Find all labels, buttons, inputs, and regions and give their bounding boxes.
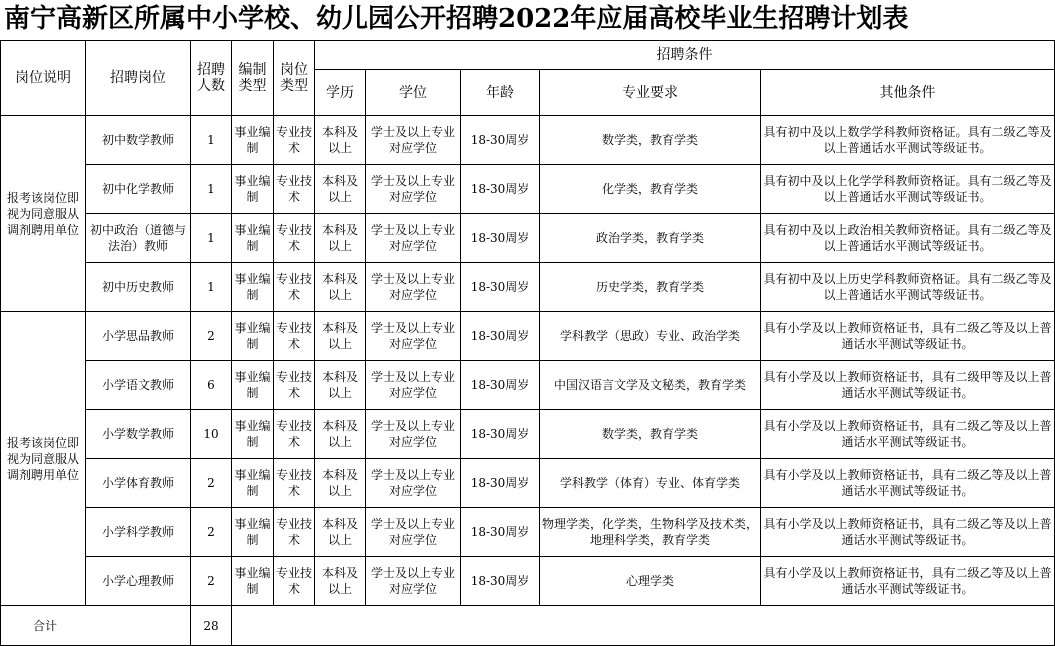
cell-other: 具有小学及以上教师资格证书，具有二级乙等及以上普通话水平测试等级证书。 bbox=[761, 508, 1055, 557]
cell-education: 本科及以上 bbox=[315, 361, 366, 410]
header-desc: 岗位说明 bbox=[1, 41, 86, 116]
page-title: 南宁高新区所属中小学校、幼儿园公开招聘2022年应届高校毕业生招聘计划表 bbox=[4, 4, 909, 34]
cell-age: 18-30周岁 bbox=[461, 508, 540, 557]
cell-major: 心理学类 bbox=[540, 557, 761, 606]
cell-other: 具有初中及以上数学学科教师资格证。具有二级乙等及以上普通话水平测试等级证书。 bbox=[761, 116, 1055, 165]
cell-age: 18-30周岁 bbox=[461, 165, 540, 214]
table-row bbox=[1, 116, 1055, 165]
cell-education: 本科及以上 bbox=[315, 165, 366, 214]
cell-age: 18-30周岁 bbox=[461, 312, 540, 361]
cell-post-type: 专业技术 bbox=[274, 557, 315, 606]
cell-degree: 学士及以上专业对应学位 bbox=[366, 557, 461, 606]
table-row bbox=[1, 165, 1055, 214]
cell-position: 小学体育教师 bbox=[86, 459, 191, 508]
cell-major: 学科教学（思政）专业、政治学类 bbox=[540, 312, 761, 361]
cell-major: 学科教学（体育）专业、体育学类 bbox=[540, 459, 761, 508]
cell-post-type: 专业技术 bbox=[274, 312, 315, 361]
cell-post-type: 专业技术 bbox=[274, 459, 315, 508]
cell-staff-type: 事业编制 bbox=[232, 508, 274, 557]
total-row bbox=[1, 606, 1055, 646]
total-blank bbox=[232, 606, 1055, 646]
cell-major: 物理学类，化学类，生物科学及技术类，地理科学类，教育学类 bbox=[540, 508, 761, 557]
cell-education: 本科及以上 bbox=[315, 214, 366, 263]
cell-education: 本科及以上 bbox=[315, 116, 366, 165]
cell-education: 本科及以上 bbox=[315, 410, 366, 459]
cell-other: 具有初中及以上历史学科教师资格证。具有二级乙等及以上普通话水平测试等级证书。 bbox=[761, 263, 1055, 312]
cell-count: 2 bbox=[191, 557, 232, 606]
cell-position: 小学语文教师 bbox=[86, 361, 191, 410]
cell-degree: 学士及以上专业对应学位 bbox=[366, 165, 461, 214]
cell-age: 18-30周岁 bbox=[461, 557, 540, 606]
cell-count: 1 bbox=[191, 214, 232, 263]
group-desc: 报考该岗位即视为同意服从调剂聘用单位 bbox=[1, 312, 86, 606]
cell-position: 小学科学教师 bbox=[86, 508, 191, 557]
cell-major: 政治学类，教育学类 bbox=[540, 214, 761, 263]
cell-age: 18-30周岁 bbox=[461, 214, 540, 263]
table-row bbox=[1, 214, 1055, 263]
cell-staff-type: 事业编制 bbox=[232, 557, 274, 606]
cell-major: 数学类，教育学类 bbox=[540, 116, 761, 165]
header-staff-type: 编制类型 bbox=[232, 41, 274, 116]
cell-education: 本科及以上 bbox=[315, 508, 366, 557]
cell-degree: 学士及以上专业对应学位 bbox=[366, 116, 461, 165]
cell-post-type: 专业技术 bbox=[274, 508, 315, 557]
cell-age: 18-30周岁 bbox=[461, 263, 540, 312]
table-row bbox=[1, 459, 1055, 508]
cell-degree: 学士及以上专业对应学位 bbox=[366, 459, 461, 508]
total-count: 28 bbox=[191, 606, 232, 646]
cell-count: 1 bbox=[191, 263, 232, 312]
cell-other: 具有小学及以上教师资格证书，具有二级乙等及以上普通话水平测试等级证书。 bbox=[761, 459, 1055, 508]
cell-count: 2 bbox=[191, 312, 232, 361]
header-age: 年龄 bbox=[461, 70, 540, 116]
cell-post-type: 专业技术 bbox=[274, 214, 315, 263]
cell-position: 初中数学教师 bbox=[86, 116, 191, 165]
cell-position: 初中政治（道德与法治）教师 bbox=[86, 214, 191, 263]
cell-position: 初中历史教师 bbox=[86, 263, 191, 312]
cell-count: 2 bbox=[191, 508, 232, 557]
cell-staff-type: 事业编制 bbox=[232, 263, 274, 312]
cell-post-type: 专业技术 bbox=[274, 361, 315, 410]
cell-staff-type: 事业编制 bbox=[232, 361, 274, 410]
cell-major: 历史学类，教育学类 bbox=[540, 263, 761, 312]
cell-other: 具有小学及以上教师资格证书，具有二级甲等及以上普通话水平测试等级证书。 bbox=[761, 361, 1055, 410]
cell-major: 化学类，教育学类 bbox=[540, 165, 761, 214]
table-row bbox=[1, 410, 1055, 459]
header-count: 招聘人数 bbox=[191, 41, 232, 116]
cell-count: 1 bbox=[191, 116, 232, 165]
recruitment-plan-table bbox=[0, 40, 1055, 646]
cell-education: 本科及以上 bbox=[315, 459, 366, 508]
header-post-type: 岗位类型 bbox=[274, 41, 315, 116]
cell-position: 初中化学教师 bbox=[86, 165, 191, 214]
cell-degree: 学士及以上专业对应学位 bbox=[366, 361, 461, 410]
group-desc: 报考该岗位即视为同意服从调剂聘用单位 bbox=[1, 116, 86, 312]
cell-other: 具有小学及以上教师资格证书，具有二级乙等及以上普通话水平测试等级证书。 bbox=[761, 410, 1055, 459]
cell-staff-type: 事业编制 bbox=[232, 116, 274, 165]
table-row bbox=[1, 557, 1055, 606]
table-row bbox=[1, 361, 1055, 410]
cell-count: 10 bbox=[191, 410, 232, 459]
cell-staff-type: 事业编制 bbox=[232, 214, 274, 263]
header-education: 学历 bbox=[315, 70, 366, 116]
cell-count: 1 bbox=[191, 165, 232, 214]
cell-age: 18-30周岁 bbox=[461, 410, 540, 459]
cell-position: 小学思品教师 bbox=[86, 312, 191, 361]
cell-education: 本科及以上 bbox=[315, 557, 366, 606]
cell-count: 6 bbox=[191, 361, 232, 410]
header-major: 专业要求 bbox=[540, 70, 761, 116]
cell-age: 18-30周岁 bbox=[461, 361, 540, 410]
cell-degree: 学士及以上专业对应学位 bbox=[366, 214, 461, 263]
cell-major: 中国汉语言文学及文秘类，教育学类 bbox=[540, 361, 761, 410]
cell-major: 数学类，教育学类 bbox=[540, 410, 761, 459]
cell-education: 本科及以上 bbox=[315, 312, 366, 361]
cell-position: 小学心理教师 bbox=[86, 557, 191, 606]
cell-post-type: 专业技术 bbox=[274, 116, 315, 165]
cell-age: 18-30周岁 bbox=[461, 459, 540, 508]
cell-post-type: 专业技术 bbox=[274, 263, 315, 312]
cell-count: 2 bbox=[191, 459, 232, 508]
cell-other: 具有初中及以上政治相关教师资格证。具有二级乙等及以上普通话水平测试等级证书。 bbox=[761, 214, 1055, 263]
cell-position: 小学数学教师 bbox=[86, 410, 191, 459]
cell-degree: 学士及以上专业对应学位 bbox=[366, 263, 461, 312]
cell-staff-type: 事业编制 bbox=[232, 165, 274, 214]
table-row bbox=[1, 508, 1055, 557]
cell-post-type: 专业技术 bbox=[274, 165, 315, 214]
total-label: 合计 bbox=[1, 606, 191, 646]
cell-other: 具有小学及以上教师资格证书，具有二级乙等及以上普通话水平测试等级证书。 bbox=[761, 312, 1055, 361]
cell-degree: 学士及以上专业对应学位 bbox=[366, 410, 461, 459]
table-row bbox=[1, 312, 1055, 361]
header-conditions: 招聘条件 bbox=[315, 41, 1055, 70]
cell-staff-type: 事业编制 bbox=[232, 410, 274, 459]
cell-post-type: 专业技术 bbox=[274, 410, 315, 459]
header-position: 招聘岗位 bbox=[86, 41, 191, 116]
cell-staff-type: 事业编制 bbox=[232, 312, 274, 361]
cell-staff-type: 事业编制 bbox=[232, 459, 274, 508]
table-row bbox=[1, 263, 1055, 312]
cell-education: 本科及以上 bbox=[315, 263, 366, 312]
header-degree: 学位 bbox=[366, 70, 461, 116]
cell-other: 具有小学及以上教师资格证书，具有二级乙等及以上普通话水平测试等级证书。 bbox=[761, 557, 1055, 606]
cell-age: 18-30周岁 bbox=[461, 116, 540, 165]
cell-degree: 学士及以上专业对应学位 bbox=[366, 508, 461, 557]
header-other: 其他条件 bbox=[761, 70, 1055, 116]
cell-degree: 学士及以上专业对应学位 bbox=[366, 312, 461, 361]
cell-other: 具有初中及以上化学学科教师资格证。具有二级乙等及以上普通话水平测试等级证书。 bbox=[761, 165, 1055, 214]
